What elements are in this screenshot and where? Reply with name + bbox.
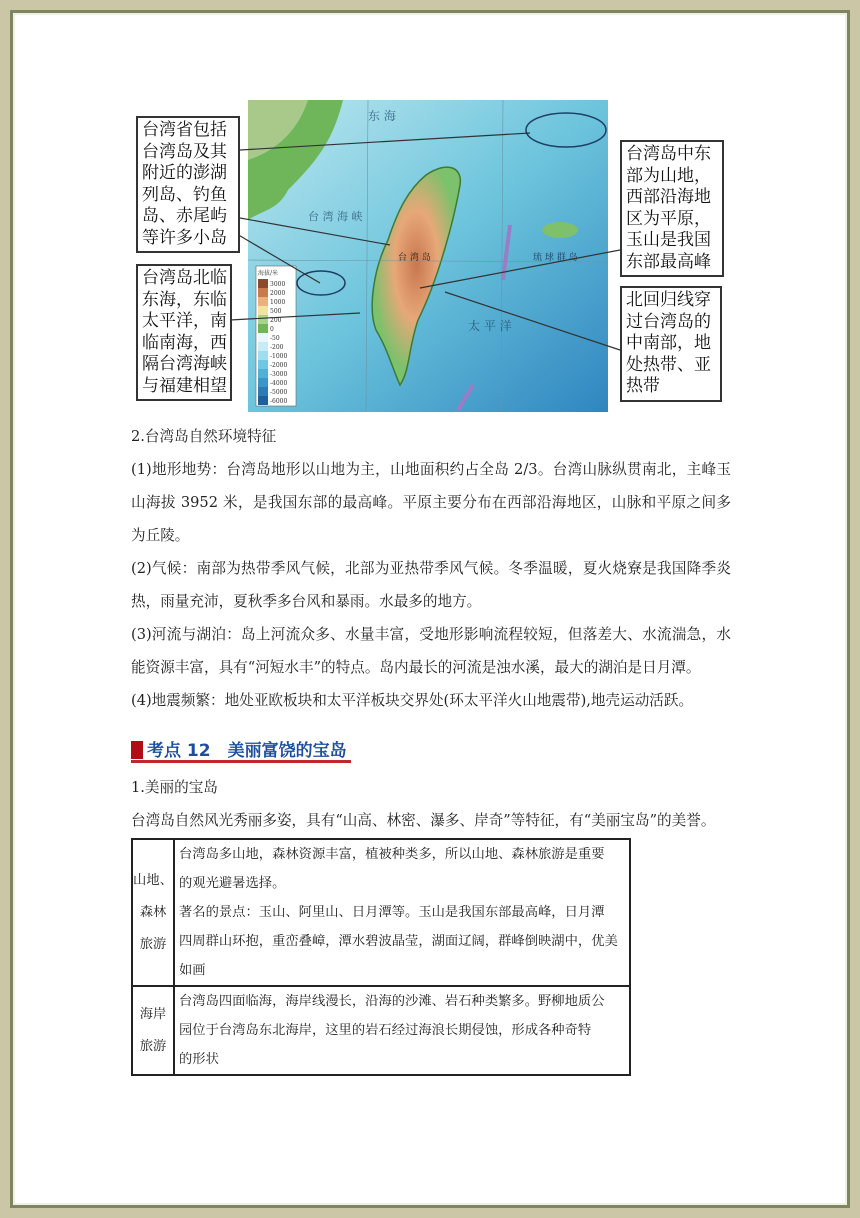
- label-ocean: 太 平 洋: [468, 319, 512, 333]
- row-header: 山地、 森林 旅游: [132, 839, 174, 986]
- legend-title: 海拔/米: [258, 270, 279, 277]
- legend-label: 1000: [270, 299, 286, 306]
- legend-label: 200: [270, 317, 282, 324]
- kaodian-title: 考点 12 美丽富饶的宝岛: [147, 741, 347, 761]
- callout-line: 台湾岛中东: [626, 144, 711, 164]
- heading-marker: [131, 741, 143, 759]
- table-row: [132, 986, 630, 1075]
- callout-line: 玉山是我国: [626, 230, 711, 250]
- legend-label: 2000: [270, 290, 286, 297]
- callout-connectors: [0, 0, 860, 420]
- label-ryukyu: 琉 球 群 岛: [533, 253, 578, 263]
- callout-line: 临南海，西: [142, 332, 227, 353]
- paragraph-terrain: (1)地形地势：台湾岛地形以山地为主，山地面积约占全岛 2/3。台湾山脉纵贯南北，主峰玉山海拔 3952 米，是我国东部的最高峰。平原主要分布在西部沿海地区，山脉和平原之间多为丘陵。: [131, 461, 731, 544]
- callout-taiwan-location: [136, 264, 232, 401]
- row-header: 海岸 旅游: [132, 986, 174, 1075]
- callout-terrain: [620, 140, 724, 277]
- label-strait: 台 湾 海 峡: [308, 210, 363, 223]
- paragraph-rivers: (3)河流与湖泊：岛上河流众多、水量丰富，受地形影响流程较短，但落差大、水流湍急，水能资源丰富，具有“河短水丰”的特点。岛内最长的河流是浊水溪，最大的湖泊是日月潭。: [131, 626, 731, 676]
- callout-line: 北回归线穿: [626, 290, 711, 310]
- table-row: [132, 839, 630, 986]
- section-title: 2.台湾岛自然环境特征: [131, 428, 277, 445]
- legend-label: 0: [270, 326, 274, 333]
- legend-label: -50: [270, 335, 280, 342]
- callout-line: 西部沿海地: [626, 187, 711, 207]
- callout-taiwan-province: [136, 116, 240, 253]
- callout-line: 处热带、亚: [626, 354, 711, 375]
- callout-line: 岛、赤尾屿: [142, 206, 227, 226]
- callout-line: 部为山地，: [626, 165, 711, 186]
- section-natural-features: [131, 420, 731, 717]
- paragraph-climate: (2)气候：南部为热带季风气候，北部为亚热带季风气候。冬季温暖，夏火烧寮是我国降季炎热，雨量充沛，夏秋季多台风和暴雨。水最多的地方。: [131, 560, 731, 610]
- callout-line: 东海，东临: [142, 289, 227, 310]
- legend-label: -3000: [270, 371, 288, 378]
- label-east-sea: 东 海: [368, 109, 396, 123]
- kaodian-heading: [131, 736, 351, 763]
- legend-label: -200: [270, 344, 284, 351]
- legend-label: -2000: [270, 362, 288, 369]
- section-title: 1.美丽的宝岛: [131, 779, 218, 796]
- legend-label: -5000: [270, 389, 288, 396]
- row-content: 台湾岛四面临海，海岸线漫长，沿海的沙滩、岩石种类繁多。野柳地质公 园位于台湾岛东北海岸，这里的岩石经过海浪长期侵蚀，形成各种奇特 的形状: [174, 986, 630, 1075]
- tourism-table: [131, 838, 631, 1076]
- callout-line: 附近的澎湖: [142, 163, 227, 183]
- paragraph-earthquake: (4)地震频繁：地处亚欧板块和太平洋板块交界处(环太平洋火山地震带),地壳运动活跃。: [131, 692, 694, 709]
- callout-line: 台湾省包括: [142, 120, 227, 140]
- callout-line: 过台湾岛的: [626, 311, 711, 332]
- callout-line: 区为平原，: [626, 208, 711, 229]
- callout-line: 台湾岛及其: [142, 141, 227, 162]
- callout-line: 等许多小岛: [142, 227, 227, 248]
- intro-paragraph: 台湾岛自然风光秀丽多姿，具有“山高、林密、瀑多、岸奇”等特征，有“美丽宝岛”的美誉。: [131, 812, 716, 829]
- row-content: 台湾岛多山地，森林资源丰富，植被种类多，所以山地、森林旅游是重要 的观光避暑选择。 著名的景点：玉山、阿里山、日月潭等。玉山是我国东部最高峰，日月潭 四周群山环抱，重峦叠嶂，潭水碧波晶莹，湖面辽阔，群峰倒映湖中，优美 如画: [174, 839, 630, 986]
- label-island: 台 湾 岛: [398, 253, 431, 263]
- legend-label: -6000: [270, 398, 288, 405]
- callout-line: 台湾岛北临: [142, 268, 227, 288]
- legend-label: -4000: [270, 380, 288, 387]
- callout-line: 太平洋，南: [142, 311, 227, 331]
- callout-line: 中南部，地: [626, 333, 711, 353]
- callout-line: 隔台湾海峡: [142, 354, 227, 374]
- legend-label: 3000: [270, 281, 286, 288]
- section-beautiful-island: [131, 771, 751, 837]
- callout-line: 热带: [626, 376, 660, 396]
- callout-line: 列岛、钓鱼: [142, 184, 227, 205]
- legend-label: 500: [270, 308, 282, 315]
- callout-tropic: [620, 286, 722, 402]
- callout-line: 东部最高峰: [626, 251, 711, 272]
- callout-line: 与福建相望: [142, 375, 227, 396]
- legend-label: -1000: [270, 353, 288, 360]
